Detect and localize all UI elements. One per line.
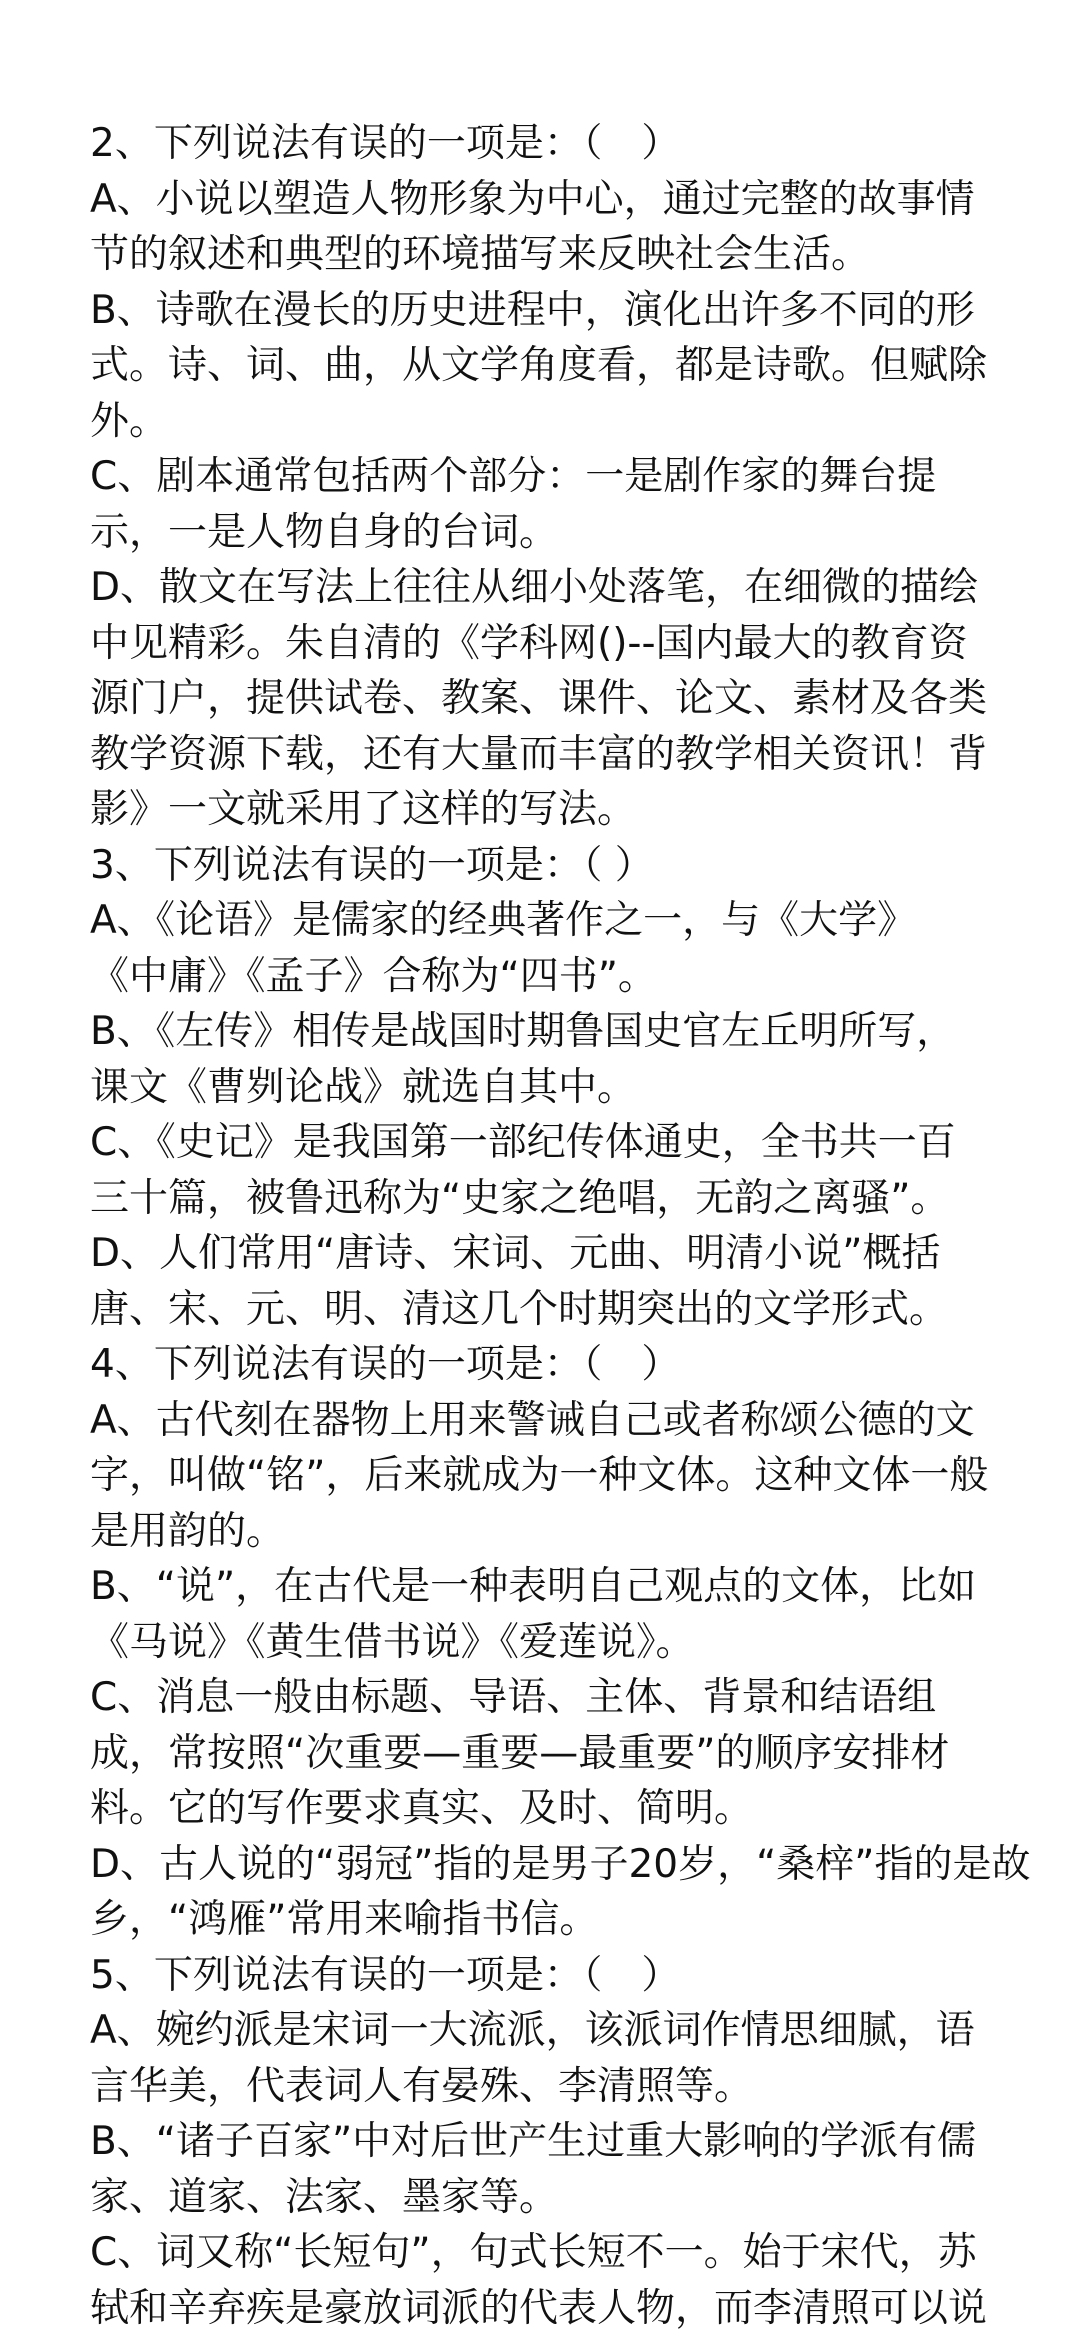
text-line: A、《论语》是儒家的经典著作之一，与《大学》 (90, 898, 917, 943)
text-line: 节的叙述和典型的环境描写来反映社会生活。 (90, 232, 871, 277)
text-line: 4、下列说法有误的一项是：（ ） (90, 1342, 681, 1387)
text-line: D、人们常用“唐诗、宋词、元曲、明清小说”概括 (90, 1231, 941, 1276)
text-line: B、《左传》相传是战国时期鲁国史官左丘明所写， (90, 1009, 956, 1054)
text-line: 唐、宋、元、明、清这几个时期突出的文学形式。 (90, 1286, 949, 1332)
text-line: 成，常按照“次重要—重要—最重要”的顺序安排材 (90, 1730, 950, 1776)
text-line: 言华美，代表词人有晏殊、李清照等。 (90, 2063, 754, 2109)
text-line: 2、下列说法有误的一项是：（ ） (90, 121, 681, 166)
text-line: 示，一是人物自身的台词。 (90, 509, 559, 555)
text-line: 《马说》《黄生借书说》《爱莲说》。 (90, 1619, 695, 1665)
text-line: 源门户，提供试卷、教案、课件、论文、素材及各类 (90, 676, 988, 721)
text-line: A、婉约派是宋词一大流派，该派词作情思细腻，语 (90, 2008, 975, 2053)
text-line: 轼和辛弃疾是豪放词派的代表人物，而李清照可以说 (90, 2285, 988, 2331)
text-line: 5、下列说法有误的一项是：（ ） (90, 1952, 681, 1998)
text-line: B、“说”，在古代是一种表明自己观点的文体，比如 (90, 1564, 977, 1609)
text-line: 字，叫做“铭”，后来就成为一种文体。这种文体一般 (90, 1453, 989, 1498)
text-line: 外。 (90, 398, 169, 444)
text-line: C、词又称“长短句”，句式长短不一。始于宋代，苏 (90, 2230, 977, 2275)
text-line: A、小说以塑造人物形象为中心，通过完整的故事情 (90, 176, 975, 222)
text-line: 课文《曹刿论战》就选自其中。 (90, 1064, 637, 1110)
text-line: D、古人说的“弱冠”指的是男子20岁，“桑梓”指的是故 (90, 1841, 1031, 1887)
text-line: C、剧本通常包括两个部分：一是剧作家的舞台提 (90, 454, 937, 499)
text-line: B、诗歌在漫长的历史进程中，演化出许多不同的形 (90, 287, 975, 333)
text-line: 教学资源下载，还有大量而丰富的教学相关资讯！背 (90, 731, 988, 777)
text-line: 家、道家、法家、墨家等。 (90, 2174, 559, 2220)
text-line: 三十篇，被鲁迅称为“史家之绝唱，无韵之离骚”。 (90, 1175, 950, 1221)
text-line: D、散文在写法上往往从细小处落笔，在细微的描绘 (90, 565, 979, 610)
document-body (90, 116, 1035, 2336)
text-line: 影》一文就采用了这样的写法。 (90, 787, 637, 832)
text-line: B、“诸子百家”中对后世产生过重大影响的学派有儒 (90, 2119, 977, 2164)
text-line: 3、下列说法有误的一项是：（ ） (90, 842, 654, 888)
text-line: 中见精彩。朱自清的《学科网()--国内最大的教育资 (90, 620, 968, 666)
text-line: 《中庸》《孟子》合称为“四书”。 (90, 953, 657, 999)
text-line: 料。它的写作要求真实、及时、简明。 (90, 1786, 754, 1831)
text-line: 乡，“鸿雁”常用来喻指书信。 (90, 1897, 599, 1942)
text-line: C、消息一般由标题、导语、主体、背景和结语组 (90, 1675, 937, 1720)
text-line: 是用韵的。 (90, 1508, 286, 1554)
text-line: 式。诗、词、曲，从文学角度看，都是诗歌。但赋除 (90, 343, 988, 388)
text-line: C、《史记》是我国第一部纪传体通史，全书共一百 (90, 1120, 956, 1165)
text-line: A、古代刻在器物上用来警诫自己或者称颂公德的文 (90, 1397, 975, 1443)
